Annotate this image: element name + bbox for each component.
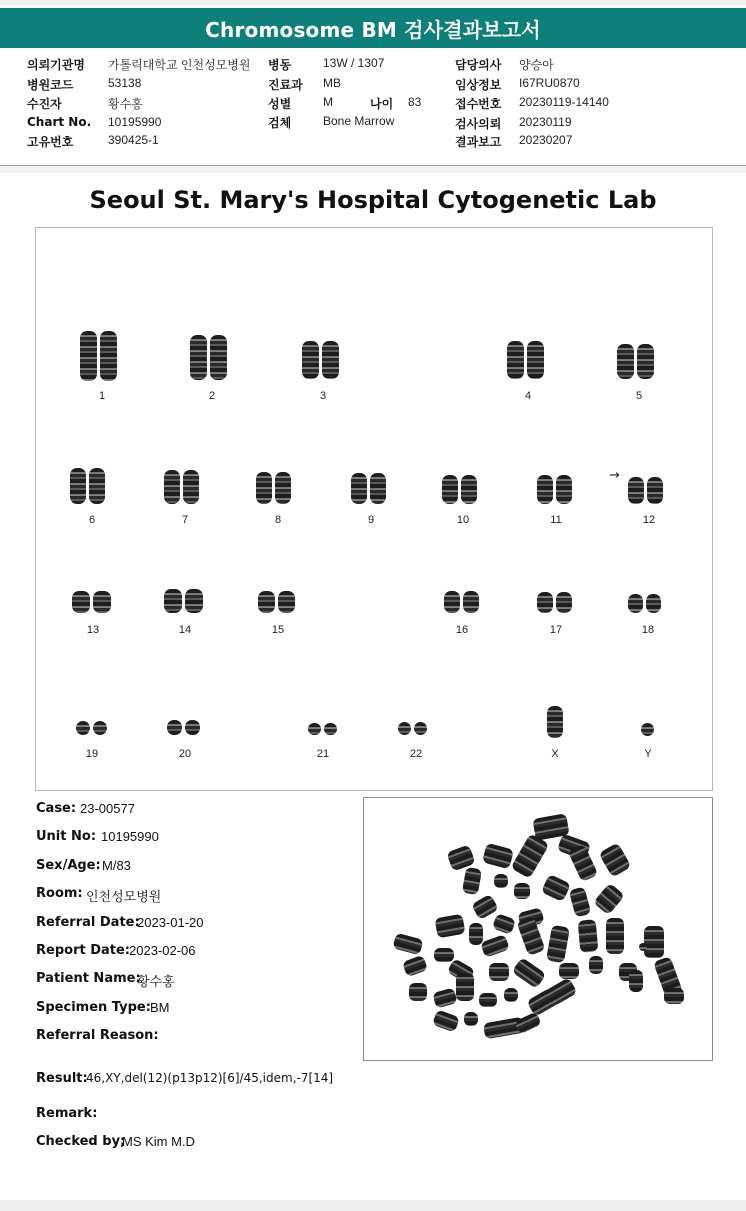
info-label-institution: 의뢰기관명 (27, 58, 85, 72)
patient-info-section (0, 52, 746, 164)
info-value-specimen: Bone Marrow (323, 114, 395, 128)
top-divider (0, 0, 746, 5)
sex-age-label: Sex/Age: (36, 858, 101, 873)
chromosome-label-21: 21 (316, 748, 330, 760)
remark-label: Remark: (36, 1106, 98, 1121)
case-label: Case: (36, 801, 77, 816)
report-date-label: Report Date: (36, 943, 131, 958)
info-value-department: MB (323, 76, 341, 90)
info-label-department: 진료과 (268, 78, 303, 92)
info-value-physician: 양승아 (519, 58, 554, 72)
chromosome-label-13: 13 (86, 624, 100, 636)
result-value: 46,XY,del(12)(p13p12)[6]/45,idem,-7[14] (86, 1071, 334, 1085)
karyogram-panel (35, 227, 713, 791)
chromosome-pair-8 (256, 472, 291, 504)
chromosome-pair-14 (164, 589, 203, 613)
chromosome-pair-19 (76, 721, 107, 735)
info-label-patient: 수진자 (27, 97, 62, 111)
info-value-age: 83 (408, 95, 422, 109)
chromosome-label-16: 16 (455, 624, 469, 636)
chromosome-label-y: Y (644, 748, 652, 760)
chromosome-x (547, 706, 563, 738)
info-value-patient: 황수홍 (108, 97, 143, 111)
checked-by-label: Checked by; (36, 1134, 126, 1149)
chromosome-pair-15 (258, 591, 295, 613)
info-label-physician: 담당의사 (455, 58, 502, 72)
chromosome-label-12: 12 (642, 514, 656, 526)
info-label-sex: 성별 (268, 97, 292, 111)
case-value: 23-00577 (80, 801, 135, 816)
chromosome-pair-3 (302, 341, 339, 379)
info-label-specimen: 검체 (268, 116, 292, 130)
info-value-unique-no: 390425-1 (108, 133, 159, 147)
info-value-report-date: 20230207 (519, 133, 573, 147)
info-value-institution: 가톨릭대학교 인천성모병원 (108, 58, 251, 72)
chromosome-pair-21 (308, 723, 337, 735)
info-value-clinical-info: I67RU0870 (519, 76, 580, 90)
chromosome-pair-7 (164, 470, 199, 504)
chromosome-pair-16 (444, 591, 479, 613)
chromosome-pair-2 (190, 335, 227, 380)
chromosome-label-1: 1 (98, 390, 106, 402)
unit-label: Unit No: (36, 829, 97, 844)
chromosome-pair-1 (80, 331, 117, 381)
patient-name-label: Patient Name: (36, 971, 141, 986)
chromosome-label-11: 11 (550, 514, 562, 526)
info-value-chart-no: 10195990 (108, 115, 162, 129)
info-label-receipt-no: 접수번호 (455, 97, 502, 111)
unit-value: 10195990 (101, 829, 159, 844)
info-value-request-date: 20230119 (519, 115, 572, 129)
info-value-ward: 13W / 1307 (323, 56, 385, 70)
chromosome-label-9: 9 (367, 514, 375, 526)
metaphase-image (363, 797, 713, 1061)
chromosome-pair-10 (442, 475, 477, 504)
report-title-bar (0, 8, 746, 48)
info-label-hospital-code: 병원코드 (27, 78, 74, 92)
chromosome-label-10: 10 (456, 514, 470, 526)
referral-date-value: 2023-01-20 (137, 915, 204, 930)
chromosome-pair-22 (398, 722, 427, 735)
referral-date-label: Referral Date: (36, 915, 140, 930)
chromosome-label-14: 14 (178, 624, 192, 636)
room-label: Room: (36, 886, 83, 901)
chromosome-label-6: 6 (88, 514, 96, 526)
info-label-report-date: 결과보고 (455, 135, 502, 149)
checked-by-value: MS Kim M.D (122, 1134, 195, 1149)
lab-title: Seoul St. Mary's Hospital Cytogenetic Lab (89, 186, 657, 214)
chromosome-pair-18 (628, 594, 661, 613)
chromosome-label-2: 2 (208, 390, 216, 402)
chromosome-y (641, 723, 654, 736)
info-label-chart-no: Chart No. (27, 115, 92, 129)
chromosome-label-22: 22 (409, 748, 423, 760)
chromosome-label-17: 17 (549, 624, 563, 636)
info-label-ward: 병동 (268, 58, 292, 72)
info-label-request-date: 검사의뢰 (455, 117, 502, 131)
chromosome-label-20: 20 (178, 748, 192, 760)
specimen-type-value: BM (150, 1000, 170, 1015)
chromosome-label-x: X (551, 748, 559, 760)
referral-reason-label: Referral Reason: (36, 1028, 159, 1043)
chromosome-pair-12 (628, 477, 663, 504)
chromosome-label-8: 8 (274, 514, 282, 526)
chromosome-label-19: 19 (85, 748, 99, 760)
info-value-receipt-no: 20230119-14140 (519, 95, 609, 109)
chromosome-label-3: 3 (319, 390, 327, 402)
chromosome-pair-11 (537, 475, 572, 504)
chromosome-label-4: 4 (524, 390, 532, 402)
sex-age-value: M/83 (102, 858, 131, 873)
info-label-clinical-info: 임상정보 (455, 78, 502, 92)
info-value-sex: M (323, 95, 333, 109)
report-title: Chromosome BM 검사결과보고서 (205, 17, 541, 42)
chromosome-pair-13 (72, 591, 111, 613)
chromosome-pair-4 (507, 341, 544, 379)
chromosome-label-7: 7 (181, 514, 189, 526)
chromosome-pair-5 (617, 344, 654, 379)
chromosome-label-18: 18 (641, 624, 655, 636)
info-label-age: 나이 (370, 97, 394, 111)
info-label-unique-no: 고유번호 (27, 135, 74, 149)
chromosome-label-5: 5 (635, 390, 643, 402)
chromosome-pair-6 (70, 468, 105, 504)
patient-name-value: 황수홍 (137, 974, 175, 989)
arrow-icon: → (609, 468, 620, 483)
report-date-value: 2023-02-06 (129, 943, 196, 958)
chromosome-pair-9 (351, 473, 386, 504)
room-value: 인천성모병원 (86, 889, 162, 904)
result-label: Result: (36, 1071, 88, 1086)
section-band (0, 166, 746, 173)
chromosome-pair-20 (167, 720, 200, 735)
chromosome-pair-17 (537, 592, 572, 613)
info-value-hospital-code: 53138 (108, 76, 142, 90)
specimen-type-label: Specimen Type: (36, 1000, 151, 1015)
chromosome-label-15: 15 (271, 624, 285, 636)
bottom-divider (0, 1200, 746, 1211)
